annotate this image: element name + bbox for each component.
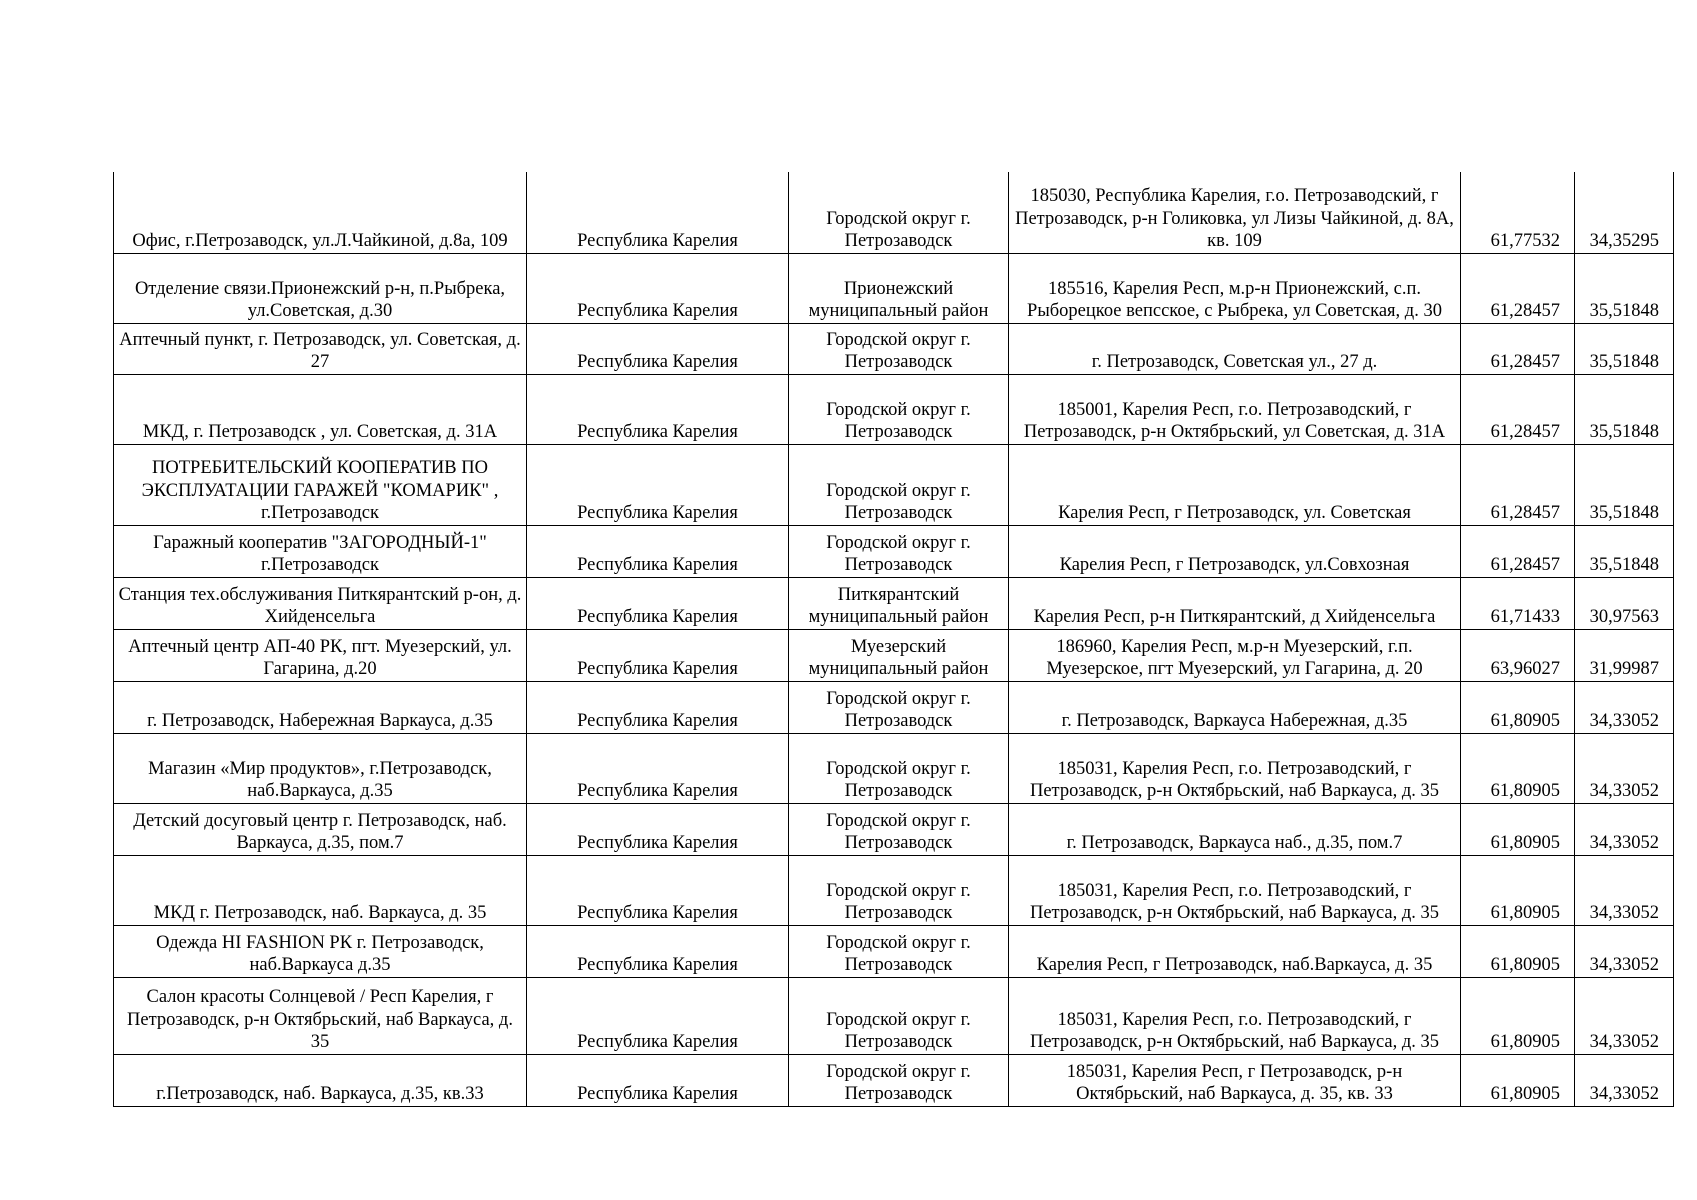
object-name-cell: Аптечный пункт, г. Петрозаводск, ул. Советская, д. 27 xyxy=(114,323,527,374)
object-name-cell: г. Петрозаводск, Набережная Варкауса, д.35 xyxy=(114,681,527,733)
object-name-cell: МКД г. Петрозаводск, наб. Варкауса, д. 35 xyxy=(114,855,527,925)
longitude-cell: 30,97563 xyxy=(1575,577,1674,629)
longitude-cell: 34,33052 xyxy=(1575,733,1674,803)
longitude-cell: 34,35295 xyxy=(1575,172,1674,253)
district-cell: Городской округ г. Петрозаводск xyxy=(789,172,1009,253)
table-row xyxy=(114,977,1674,1054)
object-name-cell: Отделение связи.Прионежский р-н, п.Рыбрека, ул.Советская, д.30 xyxy=(114,253,527,323)
longitude-cell: 31,99987 xyxy=(1575,629,1674,681)
district-cell: Городской округ г. Петрозаводск xyxy=(789,681,1009,733)
table-row xyxy=(114,925,1674,977)
region-cell: Республика Карелия xyxy=(527,172,789,253)
object-name-cell: Одежда HI FASHION РК г. Петрозаводск, наб.Варкауса д.35 xyxy=(114,925,527,977)
object-name-cell: Салон красоты Солнцевой / Респ Карелия, г Петрозаводск, р-н Октябрьский, наб Варкауса, д. 35 xyxy=(114,977,527,1054)
district-cell: Городской округ г. Петрозаводск xyxy=(789,733,1009,803)
latitude-cell: 61,80905 xyxy=(1461,803,1575,855)
table-row xyxy=(114,525,1674,577)
object-name-cell: МКД, г. Петрозаводск , ул. Советская, д. 31А xyxy=(114,374,527,444)
object-name-cell: Аптечный центр АП-40 РК, пгт. Муезерский, ул. Гагарина, д.20 xyxy=(114,629,527,681)
region-cell: Республика Карелия xyxy=(527,1054,789,1106)
table-row xyxy=(114,803,1674,855)
region-cell: Республика Карелия xyxy=(527,803,789,855)
district-cell: Городской округ г. Петрозаводск xyxy=(789,855,1009,925)
object-name-cell: Магазин «Мир продуктов», г.Петрозаводск, наб.Варкауса, д.35 xyxy=(114,733,527,803)
address-cell: 185031, Карелия Респ, г.о. Петрозаводский, г Петрозаводск, р-н Октябрьский, наб Варкауса, д. 35 xyxy=(1009,855,1461,925)
region-cell: Республика Карелия xyxy=(527,977,789,1054)
address-cell: 185001, Карелия Респ, г.о. Петрозаводский, г Петрозаводск, р-н Октябрьский, ул Советская, д. 31А xyxy=(1009,374,1461,444)
address-cell: 185031, Карелия Респ, г Петрозаводск, р-н Октябрьский, наб Варкауса, д. 35, кв. 33 xyxy=(1009,1054,1461,1106)
district-cell: Городской округ г. Петрозаводск xyxy=(789,323,1009,374)
table-row xyxy=(114,1054,1674,1106)
region-cell: Республика Карелия xyxy=(527,681,789,733)
district-cell: Городской округ г. Петрозаводск xyxy=(789,977,1009,1054)
district-cell: Городской округ г. Петрозаводск xyxy=(789,374,1009,444)
latitude-cell: 61,80905 xyxy=(1461,681,1575,733)
region-cell: Республика Карелия xyxy=(527,374,789,444)
latitude-cell: 61,28457 xyxy=(1461,253,1575,323)
district-cell: Городской округ г. Петрозаводск xyxy=(789,1054,1009,1106)
longitude-cell: 35,51848 xyxy=(1575,323,1674,374)
object-name-cell: Детский досуговый центр г. Петрозаводск, наб. Варкауса, д.35, пом.7 xyxy=(114,803,527,855)
latitude-cell: 61,80905 xyxy=(1461,733,1575,803)
district-cell: Городской округ г. Петрозаводск xyxy=(789,803,1009,855)
region-cell: Республика Карелия xyxy=(527,323,789,374)
table-row xyxy=(114,855,1674,925)
address-cell: г. Петрозаводск, Советская ул., 27 д. xyxy=(1009,323,1461,374)
table-row xyxy=(114,444,1674,525)
addresses-table xyxy=(113,172,1674,1107)
table-row xyxy=(114,374,1674,444)
district-cell: Питкярантский муниципальный район xyxy=(789,577,1009,629)
object-name-cell: г.Петрозаводск, наб. Варкауса, д.35, кв.33 xyxy=(114,1054,527,1106)
region-cell: Республика Карелия xyxy=(527,253,789,323)
address-cell: 186960, Карелия Респ, м.р-н Муезерский, г.п. Муезерское, пгт Муезерский, ул Гагарина, д. 20 xyxy=(1009,629,1461,681)
district-cell: Городской округ г. Петрозаводск xyxy=(789,444,1009,525)
longitude-cell: 34,33052 xyxy=(1575,855,1674,925)
latitude-cell: 61,80905 xyxy=(1461,1054,1575,1106)
longitude-cell: 35,51848 xyxy=(1575,253,1674,323)
longitude-cell: 35,51848 xyxy=(1575,525,1674,577)
address-cell: г. Петрозаводск, Варкауса Набережная, д.35 xyxy=(1009,681,1461,733)
object-name-cell: ПОТРЕБИТЕЛЬСКИЙ КООПЕРАТИВ ПО ЭКСПЛУАТАЦИИ ГАРАЖЕЙ "КОМАРИК" , г.Петрозаводск xyxy=(114,444,527,525)
latitude-cell: 61,77532 xyxy=(1461,172,1575,253)
latitude-cell: 61,28457 xyxy=(1461,323,1575,374)
latitude-cell: 61,28457 xyxy=(1461,444,1575,525)
address-cell: г. Петрозаводск, Варкауса наб., д.35, пом.7 xyxy=(1009,803,1461,855)
region-cell: Республика Карелия xyxy=(527,525,789,577)
region-cell: Республика Карелия xyxy=(527,577,789,629)
address-cell: 185516, Карелия Респ, м.р-н Прионежский, с.п. Рыборецкое вепсское, с Рыбрека, ул Советская, д. 30 xyxy=(1009,253,1461,323)
object-name-cell: Станция тех.обслуживания Питкярантский р-он, д. Хийденсельга xyxy=(114,577,527,629)
longitude-cell: 35,51848 xyxy=(1575,374,1674,444)
longitude-cell: 34,33052 xyxy=(1575,681,1674,733)
table-body xyxy=(114,172,1674,1106)
table-row xyxy=(114,172,1674,253)
latitude-cell: 63,96027 xyxy=(1461,629,1575,681)
latitude-cell: 61,28457 xyxy=(1461,374,1575,444)
region-cell: Республика Карелия xyxy=(527,444,789,525)
address-cell: Карелия Респ, г Петрозаводск, ул. Советская xyxy=(1009,444,1461,525)
object-name-cell: Гаражный кооператив "ЗАГОРОДНЫЙ-1" г.Петрозаводск xyxy=(114,525,527,577)
latitude-cell: 61,28457 xyxy=(1461,525,1575,577)
longitude-cell: 35,51848 xyxy=(1575,444,1674,525)
address-cell: 185031, Карелия Респ, г.о. Петрозаводский, г Петрозаводск, р-н Октябрьский, наб Варкауса, д. 35 xyxy=(1009,733,1461,803)
table-row xyxy=(114,323,1674,374)
district-cell: Городской округ г. Петрозаводск xyxy=(789,925,1009,977)
latitude-cell: 61,80905 xyxy=(1461,977,1575,1054)
district-cell: Муезерский муниципальный район xyxy=(789,629,1009,681)
district-cell: Городской округ г. Петрозаводск xyxy=(789,525,1009,577)
longitude-cell: 34,33052 xyxy=(1575,803,1674,855)
latitude-cell: 61,80905 xyxy=(1461,855,1575,925)
table-row xyxy=(114,629,1674,681)
longitude-cell: 34,33052 xyxy=(1575,977,1674,1054)
region-cell: Республика Карелия xyxy=(527,629,789,681)
longitude-cell: 34,33052 xyxy=(1575,925,1674,977)
address-cell: Карелия Респ, г Петрозаводск, наб.Варкауса, д. 35 xyxy=(1009,925,1461,977)
object-name-cell: Офис, г.Петрозаводск, ул.Л.Чайкиной, д.8а, 109 xyxy=(114,172,527,253)
region-cell: Республика Карелия xyxy=(527,855,789,925)
address-cell: Карелия Респ, г Петрозаводск, ул.Совхозная xyxy=(1009,525,1461,577)
address-cell: 185030, Республика Карелия, г.о. Петрозаводский, г Петрозаводск, р-н Голиковка, ул Лизы Чайкиной, д. 8А, кв. 109 xyxy=(1009,172,1461,253)
address-cell: Карелия Респ, р-н Питкярантский, д Хийденсельга xyxy=(1009,577,1461,629)
address-cell: 185031, Карелия Респ, г.о. Петрозаводский, г Петрозаводск, р-н Октябрьский, наб Варкауса, д. 35 xyxy=(1009,977,1461,1054)
table-row xyxy=(114,253,1674,323)
table-row xyxy=(114,681,1674,733)
region-cell: Республика Карелия xyxy=(527,925,789,977)
longitude-cell: 34,33052 xyxy=(1575,1054,1674,1106)
latitude-cell: 61,71433 xyxy=(1461,577,1575,629)
latitude-cell: 61,80905 xyxy=(1461,925,1575,977)
district-cell: Прионежский муниципальный район xyxy=(789,253,1009,323)
table-row xyxy=(114,577,1674,629)
table-row xyxy=(114,733,1674,803)
region-cell: Республика Карелия xyxy=(527,733,789,803)
